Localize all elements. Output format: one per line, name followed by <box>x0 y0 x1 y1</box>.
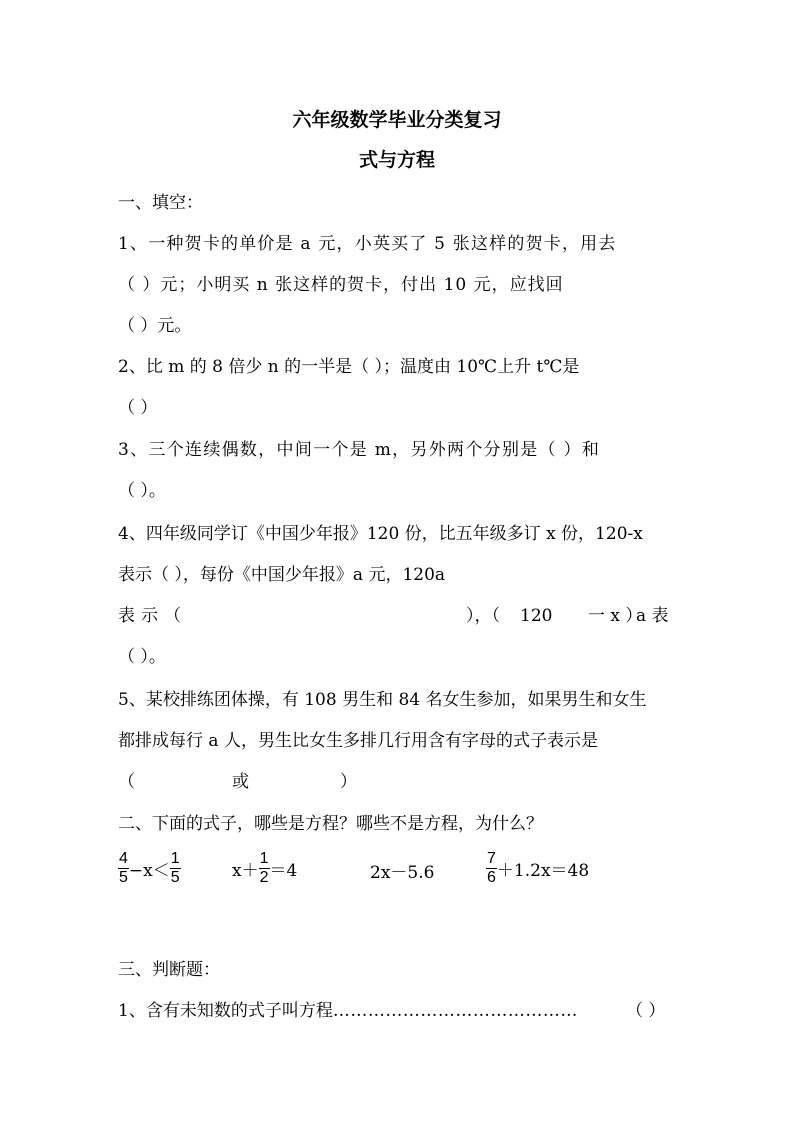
expression-4-suffix: ＋1.2x＝48 <box>496 861 590 881</box>
fraction-numerator: 4 <box>119 850 128 867</box>
expression-2-prefix: x＋ <box>232 861 259 881</box>
section3-heading: 三、判断题： <box>118 960 220 980</box>
fraction-denominator: 5 <box>119 869 128 886</box>
q1-line2: （ ）元；小明买 n 张这样的贺卡，付出 10 元，应找回 <box>118 275 564 295</box>
q5-line3 <box>118 772 676 792</box>
q1-line1: 1、一种贺卡的单价是 a 元，小英买了 5 张这样的贺卡，用去 <box>118 234 617 254</box>
fraction-denominator: 6 <box>487 869 496 886</box>
q4-line4: （ ）。 <box>118 647 166 667</box>
fraction <box>170 850 181 887</box>
fraction <box>118 850 129 887</box>
q5-line3-right: ） <box>340 772 357 792</box>
q4-line3-p3: 一 x ） <box>588 606 643 626</box>
fraction <box>486 850 497 887</box>
q4-line1: 4、四年级同学订《中国少年报》120 份，比五年级多订 x 份，120-x <box>118 524 643 544</box>
fraction-denominator: 2 <box>259 869 269 886</box>
expression-3-text: 2x－5.6 <box>370 863 435 883</box>
q5-line2: 都排成每行 a 人，男生比女生多排几行用含有字母的式子表示是 <box>118 731 598 751</box>
q4-line3-p4: a 表 <box>636 606 669 626</box>
fraction-denominator: 5 <box>170 869 180 886</box>
section1-heading: 一、填空： <box>118 193 203 213</box>
expression-1 <box>118 850 181 887</box>
q4-line3-p1: ），（ <box>466 606 500 626</box>
fraction <box>259 850 270 887</box>
fraction-numerator: 1 <box>259 850 269 867</box>
q3-line2: （ ）。 <box>118 481 166 501</box>
q5-line1: 5、某校排练团体操，有 108 男生和 84 名女生参加，如果男生和女生 <box>118 690 647 710</box>
expression-2-suffix: ＝4 <box>269 861 298 881</box>
q4-line2: 表示（ ），每份《中国少年报》a 元，120a <box>118 565 446 585</box>
judge-q1 <box>118 1001 676 1021</box>
expression-1-middle: −x＜ <box>128 861 170 881</box>
q4-line3-p2: 120 <box>520 606 553 626</box>
q5-line3-left: （ <box>118 772 135 792</box>
q1-line3: （ ）元。 <box>118 316 192 336</box>
page-subtitle: 式与方程 <box>358 149 435 171</box>
judge-q1-answer-paren: （ ） <box>626 1001 666 1021</box>
q2-line1: 2、比 m 的 8 倍少 n 的一半是（ ）；温度由 10℃上升 t℃是 <box>118 357 580 377</box>
q5-line3-mid: 或 <box>232 772 249 792</box>
q4-line3-left: 表示（ <box>118 606 187 626</box>
judge-q1-dots: …………………………………… <box>332 1001 578 1021</box>
fraction-numerator: 1 <box>170 850 180 867</box>
page-title: 六年级数学毕业分类复习 <box>292 109 502 131</box>
section2-heading: 二、下面的式子，哪些是方程？哪些不是方程，为什么？ <box>118 814 543 834</box>
expression-4 <box>486 850 589 887</box>
q4-line3 <box>118 606 676 626</box>
judge-q1-text: 1、含有未知数的式子叫方程 <box>118 1001 333 1021</box>
q3-line1: 3、三个连续偶数，中间一个是 m，另外两个分别是（ ）和 <box>118 440 601 460</box>
expression-2 <box>232 850 297 887</box>
q2-line2: （ ） <box>118 398 158 418</box>
fraction-numerator: 7 <box>487 850 496 867</box>
expression-3 <box>370 858 434 883</box>
